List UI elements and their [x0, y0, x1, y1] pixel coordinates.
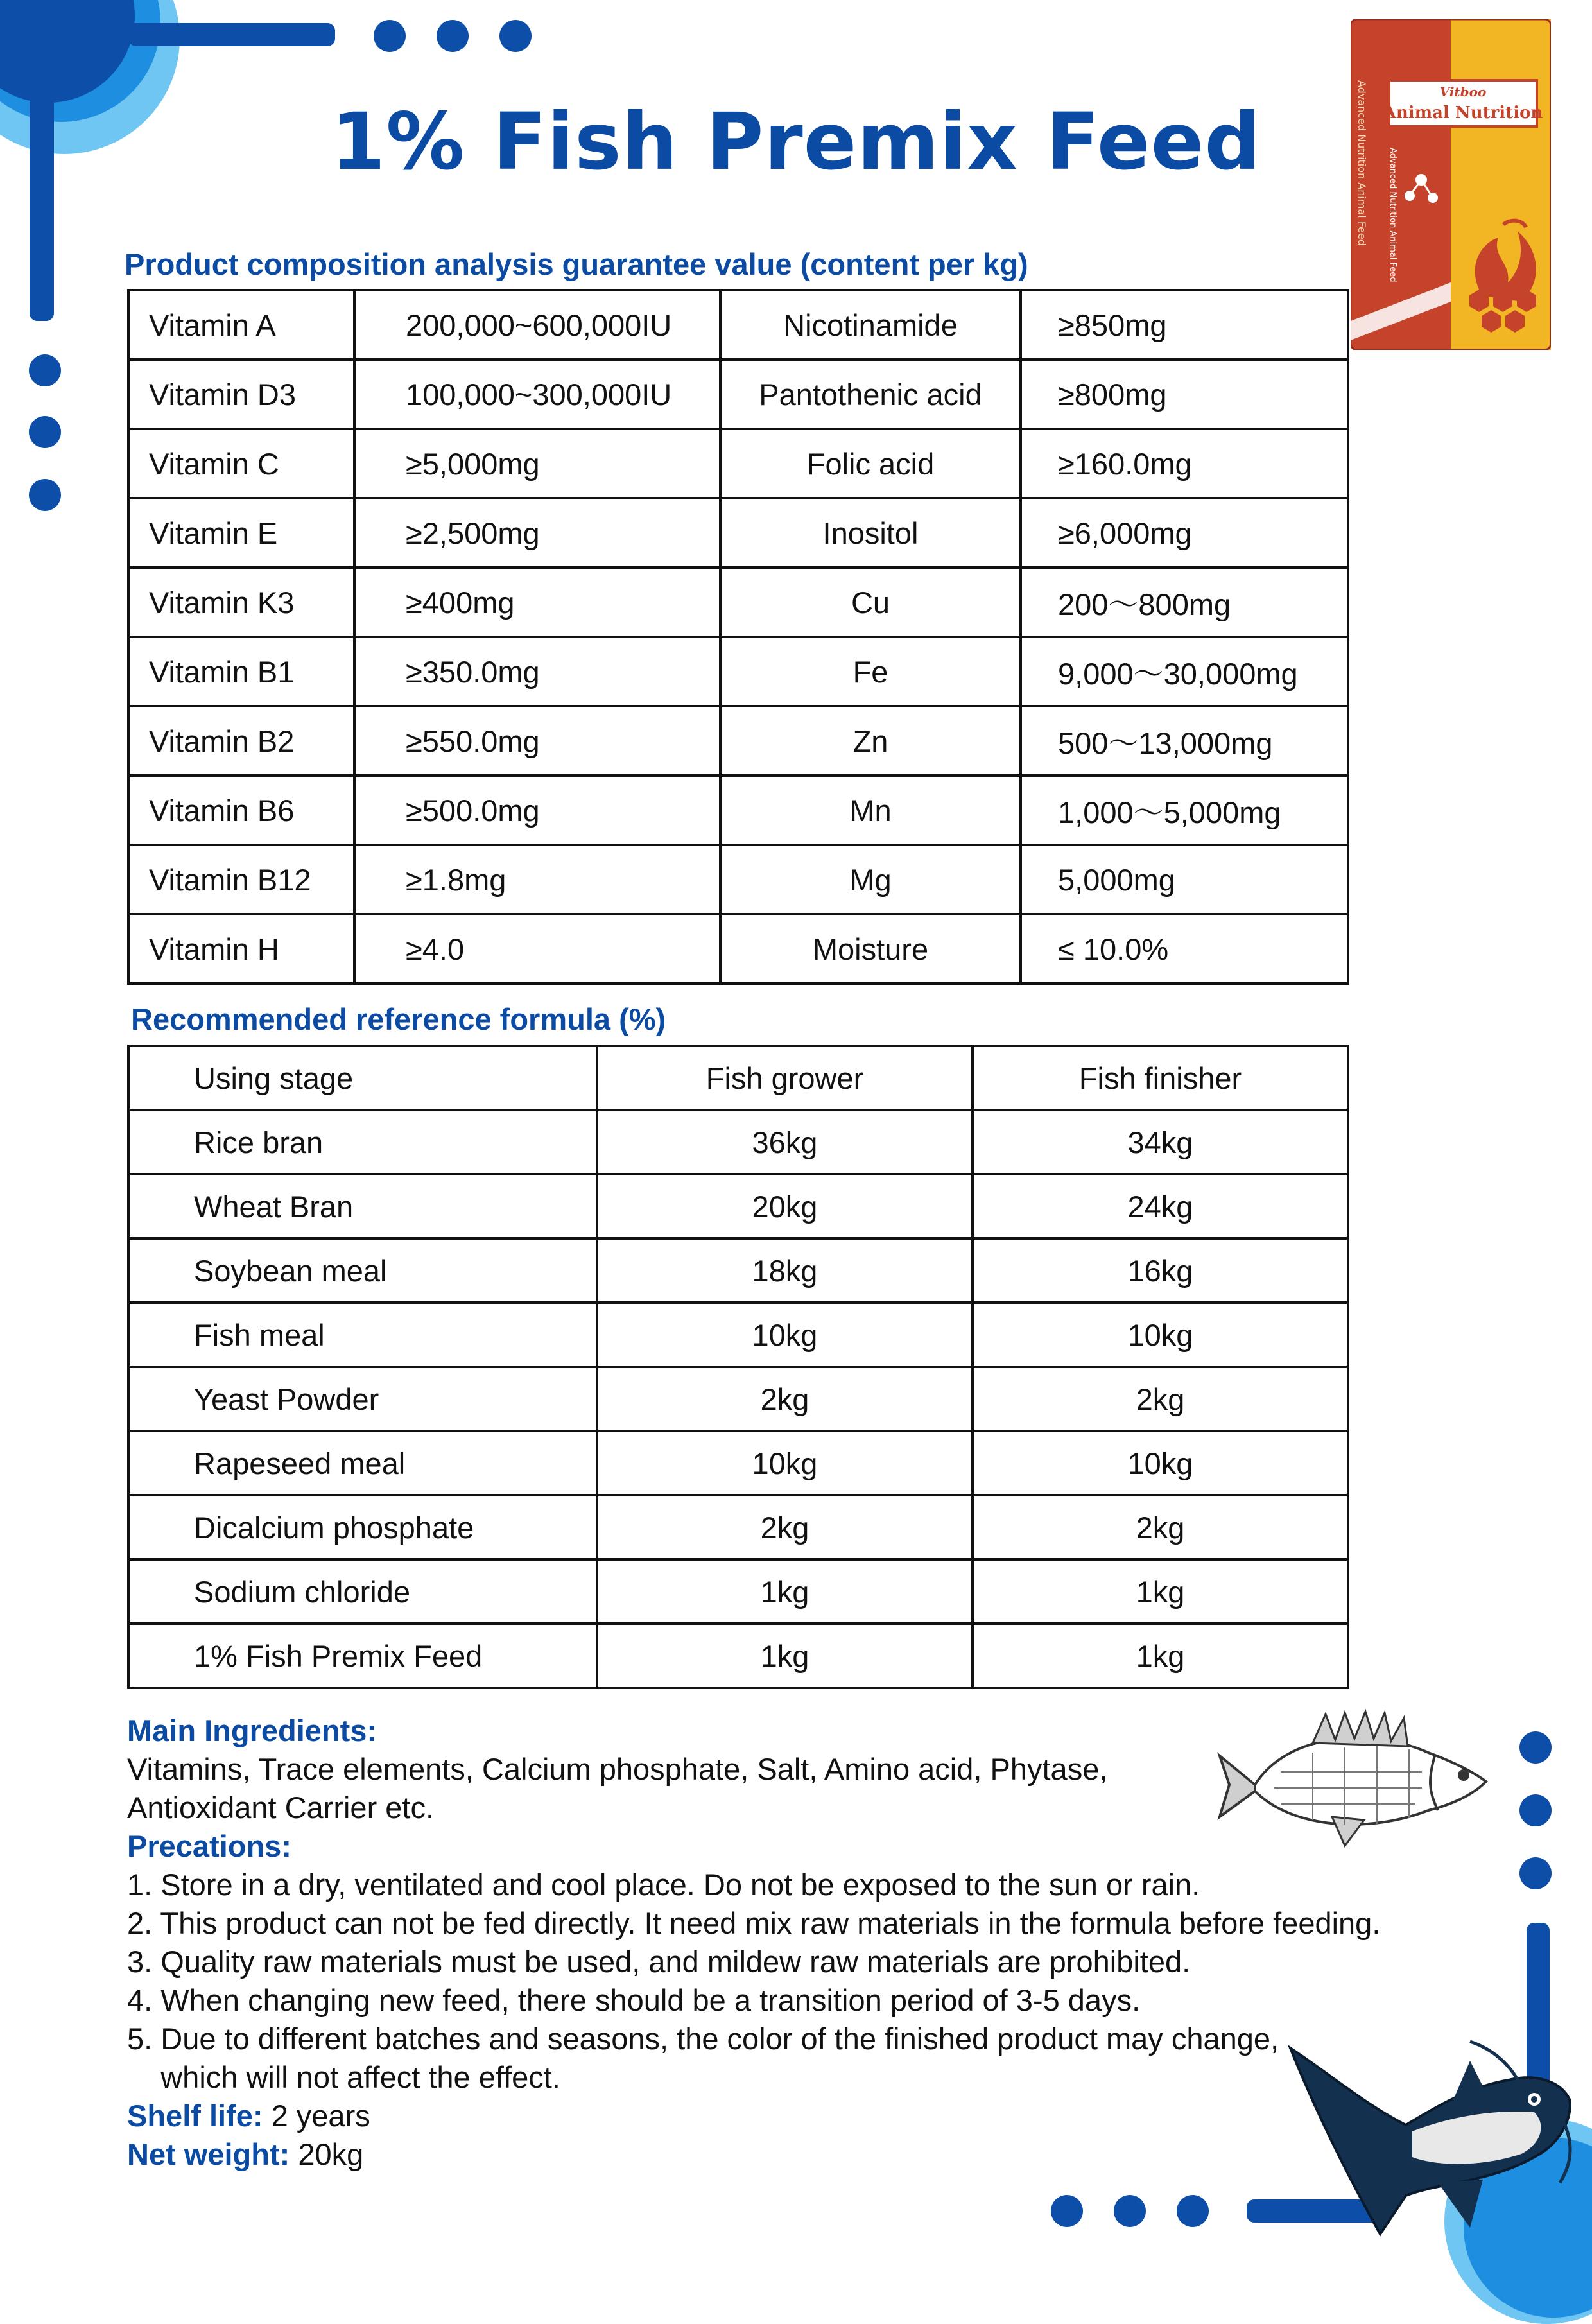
nutrient-name-cell: Folic acid [720, 429, 1021, 498]
formula-header-cell: Fish finisher [973, 1046, 1348, 1110]
nutrient-name-cell: Vitamin B6 [128, 776, 354, 845]
composition-table [127, 289, 1349, 985]
nutrient-value-cell: ≤ 10.0% [1021, 914, 1348, 984]
nutrient-name-cell: Vitamin H [128, 914, 354, 984]
composition-row [128, 360, 1348, 429]
nutrient-name-cell: Moisture [720, 914, 1021, 984]
nutrient-value-cell: ≥160.0mg [1021, 429, 1348, 498]
nutrient-name-cell: Mn [720, 776, 1021, 845]
bag-side-text: Advanced Nutrition Animal Feed [1356, 80, 1368, 246]
nutrient-value-cell: ≥1.8mg [354, 845, 720, 914]
composition-row [128, 290, 1348, 360]
composition-row [128, 845, 1348, 914]
nutrient-name-cell: Nicotinamide [720, 290, 1021, 360]
ingredient-amount-cell: 1kg [973, 1559, 1348, 1624]
formula-heading: Recommended reference formula (%) [131, 1002, 666, 1036]
nutrient-value-cell: 100,000~300,000IU [354, 360, 720, 429]
nutrient-value-cell: ≥500.0mg [354, 776, 720, 845]
composition-row [128, 706, 1348, 776]
nutrient-name-cell: Pantothenic acid [720, 360, 1021, 429]
ingredient-amount-cell: 1kg [597, 1559, 973, 1624]
decor-dot [29, 479, 61, 511]
nutrient-value-cell: 200～800mg [1021, 568, 1348, 637]
composition-row [128, 637, 1348, 706]
nutrient-name-cell: Vitamin A [128, 290, 354, 360]
nutrient-value-cell: 200,000~600,000IU [354, 290, 720, 360]
nutrient-value-cell: 5,000mg [1021, 845, 1348, 914]
ingredient-amount-cell: 10kg [597, 1431, 973, 1495]
composition-row [128, 776, 1348, 845]
ingredient-amount-cell: 10kg [597, 1303, 973, 1367]
nutrient-value-cell: ≥350.0mg [354, 637, 720, 706]
ingredient-amount-cell: 10kg [973, 1303, 1348, 1367]
ingredient-name-cell: Wheat Bran [128, 1174, 597, 1238]
nutrient-name-cell: Inositol [720, 498, 1021, 568]
precaution-item: 1. Store in a dry, ventilated and cool place. Do not be exposed to the sun or rain. [127, 1868, 1200, 1902]
nutrient-value-cell: ≥2,500mg [354, 498, 720, 568]
nutrient-name-cell: Vitamin B12 [128, 845, 354, 914]
nutrient-value-cell: 1,000～5,000mg [1021, 776, 1348, 845]
shelf-life-value: 2 years [263, 2099, 370, 2133]
nutrient-name-cell: Vitamin D3 [128, 360, 354, 429]
page-title: 1% Fish Premix Feed [331, 96, 1261, 187]
nutrient-value-cell: 500～13,000mg [1021, 706, 1348, 776]
nutrient-name-cell: Fe [720, 637, 1021, 706]
nutrient-value-cell: ≥400mg [354, 568, 720, 637]
ingredient-amount-cell: 2kg [597, 1367, 973, 1431]
formula-row [128, 1367, 1348, 1431]
ingredients-line: Antioxidant Carrier etc. [127, 1791, 435, 1825]
decor-dot [29, 354, 61, 386]
ingredient-name-cell: 1% Fish Premix Feed [128, 1624, 597, 1688]
precaution-item: 2. This product can not be fed directly. It need mix raw materials in the formula before feeding. [127, 1906, 1381, 1940]
formula-row [128, 1559, 1348, 1624]
decor-dot [1114, 2195, 1146, 2227]
nutrient-value-cell: ≥850mg [1021, 290, 1348, 360]
bag-sub-text: Advanced Nutrition Animal Feed [1388, 148, 1397, 282]
ingredient-name-cell: Fish meal [128, 1303, 597, 1367]
formula-table [127, 1045, 1349, 1689]
nutrient-value-cell: ≥6,000mg [1021, 498, 1348, 568]
ingredient-amount-cell: 36kg [597, 1110, 973, 1174]
catfish-illustration [1277, 2035, 1579, 2247]
formula-row [128, 1174, 1348, 1238]
nutrient-name-cell: Mg [720, 845, 1021, 914]
ingredient-name-cell: Rapeseed meal [128, 1431, 597, 1495]
formula-row [128, 1110, 1348, 1174]
formula-row [128, 1624, 1348, 1688]
formula-row [128, 1238, 1348, 1303]
formula-row [128, 1431, 1348, 1495]
composition-row [128, 429, 1348, 498]
precaution-item: 5. Due to different batches and seasons, the color of the finished product may change, [127, 2022, 1279, 2056]
nutrient-value-cell: ≥4.0 [354, 914, 720, 984]
ingredient-amount-cell: 20kg [597, 1174, 973, 1238]
composition-row [128, 568, 1348, 637]
formula-header-cell: Using stage [128, 1046, 597, 1110]
ingredient-amount-cell: 1kg [973, 1624, 1348, 1688]
ingredient-amount-cell: 1kg [597, 1624, 973, 1688]
nutrient-value-cell: 9,000～30,000mg [1021, 637, 1348, 706]
decor-dot [437, 20, 469, 52]
ingredient-name-cell: Sodium chloride [128, 1559, 597, 1624]
ingredients-label: Main Ingredients: [127, 1713, 377, 1747]
ingredient-name-cell: Dicalcium phosphate [128, 1495, 597, 1559]
ingredient-name-cell: Soybean meal [128, 1238, 597, 1303]
precautions-label: Precations: [127, 1829, 291, 1863]
tilapia-fish-illustration [1216, 1708, 1505, 1855]
decor-bar-horizontal [128, 23, 335, 46]
ingredient-name-cell: Rice bran [128, 1110, 597, 1174]
nutrient-name-cell: Cu [720, 568, 1021, 637]
shelf-life-label: Shelf life: [127, 2099, 263, 2133]
composition-row [128, 914, 1348, 984]
formula-row [128, 1495, 1348, 1559]
ingredient-amount-cell: 2kg [597, 1495, 973, 1559]
precaution-item: 4. When changing new feed, there should be a transition period of 3-5 days. [127, 1983, 1141, 2017]
composition-row [128, 498, 1348, 568]
ingredient-amount-cell: 2kg [973, 1495, 1348, 1559]
bag-brand-text: Vitboo [1439, 84, 1487, 100]
ingredient-amount-cell: 2kg [973, 1367, 1348, 1431]
net-weight-value: 20kg [290, 2137, 364, 2171]
bag-product-text: Animal Nutrition [1383, 103, 1543, 123]
formula-header-cell: Fish grower [597, 1046, 973, 1110]
decor-dot [1519, 1857, 1552, 1889]
decor-dot [499, 20, 532, 52]
decor-dot [1519, 1731, 1552, 1764]
net-weight [127, 2135, 363, 2174]
product-bag-image [1351, 19, 1551, 350]
ingredient-amount-cell: 24kg [973, 1174, 1348, 1238]
ingredient-amount-cell: 10kg [973, 1431, 1348, 1495]
composition-heading: Product composition analysis guarantee value (content per kg) [125, 247, 1028, 281]
decor-dot [1519, 1794, 1552, 1826]
shelf-life [127, 2097, 370, 2135]
decor-dot [374, 20, 406, 52]
ingredient-name-cell: Yeast Powder [128, 1367, 597, 1431]
nutrient-name-cell: Vitamin K3 [128, 568, 354, 637]
decor-dot [29, 416, 61, 448]
net-weight-label: Net weight: [127, 2137, 290, 2171]
formula-header-row [128, 1046, 1348, 1110]
precaution-item: 3. Quality raw materials must be used, and mildew raw materials are prohibited. [127, 1945, 1191, 1979]
ingredient-amount-cell: 16kg [973, 1238, 1348, 1303]
decor-dot [1051, 2195, 1083, 2227]
ingredient-amount-cell: 34kg [973, 1110, 1348, 1174]
nutrient-value-cell: ≥550.0mg [354, 706, 720, 776]
ingredients-line: Vitamins, Trace elements, Calcium phosphate, Salt, Amino acid, Phytase, [127, 1752, 1108, 1786]
nutrient-value-cell: ≥800mg [1021, 360, 1348, 429]
nutrient-name-cell: Vitamin B1 [128, 637, 354, 706]
decor-dot [1177, 2195, 1209, 2227]
ingredient-amount-cell: 18kg [597, 1238, 973, 1303]
formula-row [128, 1303, 1348, 1367]
nutrient-name-cell: Vitamin B2 [128, 706, 354, 776]
nutrient-name-cell: Zn [720, 706, 1021, 776]
precaution-item: which will not affect the effect. [127, 2060, 560, 2094]
nutrient-name-cell: Vitamin C [128, 429, 354, 498]
nutrient-name-cell: Vitamin E [128, 498, 354, 568]
nutrient-value-cell: ≥5,000mg [354, 429, 720, 498]
